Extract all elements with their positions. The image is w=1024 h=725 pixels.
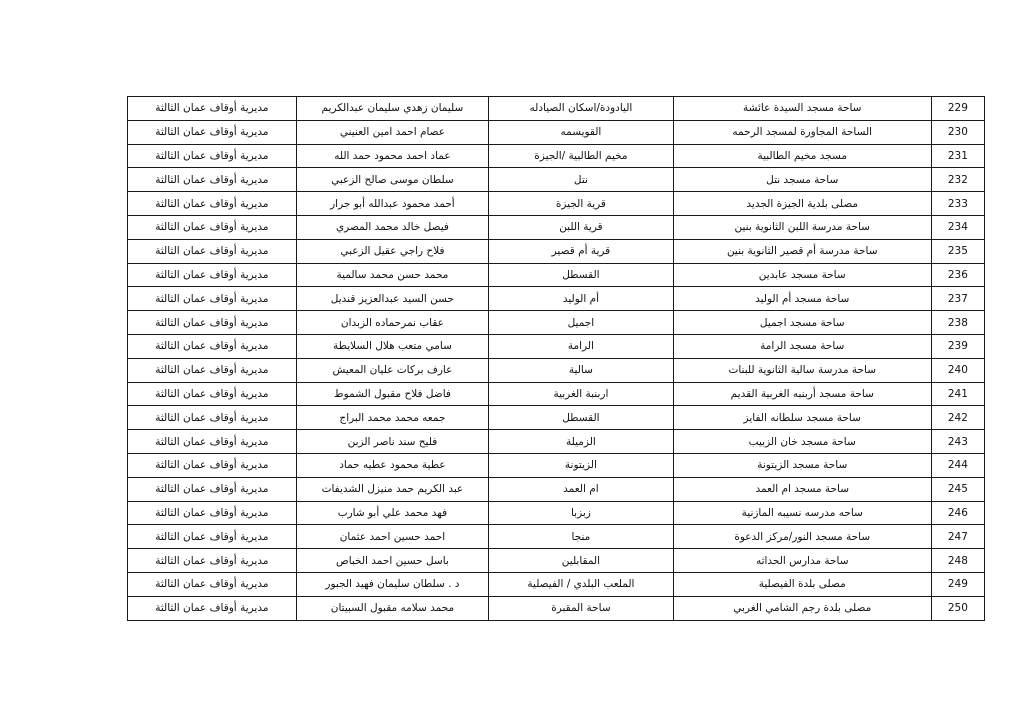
prayer-place-cell: ساحة مسجد الرامة (673, 334, 931, 358)
directorate-cell: مديرية أوقاف عمان الثالثة (128, 239, 297, 263)
table-row (128, 168, 985, 192)
area-cell: نتل (489, 168, 674, 192)
responsible-person-cell: فلاح راجي عقيل الزعبي (296, 239, 488, 263)
prayer-place-cell: ساحة مسجد سلطانه الفايز (673, 406, 931, 430)
responsible-person-cell: عقاب نمرحماده الزبدان (296, 311, 488, 335)
responsible-person-cell: حسن السيد عبدالعزيز قنديل (296, 287, 488, 311)
prayer-place-cell: مصلى بلدية الجيزة الجديد (673, 192, 931, 216)
prayer-place-cell: ساحة مسجد النور/مركز الدعوة (673, 525, 931, 549)
directorate-cell: مديرية أوقاف عمان الثالثة (128, 382, 297, 406)
prayer-place-cell: ساحة مدرسة اللبن الثانوية بنين (673, 215, 931, 239)
area-cell: الزميلة (489, 430, 674, 454)
table-row (128, 263, 985, 287)
directorate-cell: مديرية أوقاف عمان الثالثة (128, 287, 297, 311)
prayer-place-cell: مصلى بلدة الفيصلية (673, 572, 931, 596)
responsible-person-cell: عارف بركات عليان المعيش (296, 358, 488, 382)
directorate-cell: مديرية أوقاف عمان الثالثة (128, 525, 297, 549)
row-number-cell: 246 (931, 501, 984, 525)
responsible-person-cell: أحمد محمود عبدالله أبو جرار (296, 192, 488, 216)
area-cell: القسطل (489, 263, 674, 287)
prayer-place-cell: ساحة مسجد الزيتونة (673, 453, 931, 477)
row-number-cell: 241 (931, 382, 984, 406)
responsible-person-cell: عطية محمود عطيه حماد (296, 453, 488, 477)
directorate-cell: مديرية أوقاف عمان الثالثة (128, 144, 297, 168)
eid-prayer-locations-table (127, 96, 985, 621)
directorate-cell: مديرية أوقاف عمان الثالثة (128, 572, 297, 596)
row-number-cell: 240 (931, 358, 984, 382)
area-cell: المقابلين (489, 549, 674, 573)
row-number-cell: 247 (931, 525, 984, 549)
area-cell: اجميل (489, 311, 674, 335)
prayer-place-cell: ساحة مسجد عابدين (673, 263, 931, 287)
directorate-cell: مديرية أوقاف عمان الثالثة (128, 311, 297, 335)
directorate-cell: مديرية أوقاف عمان الثالثة (128, 358, 297, 382)
prayer-place-cell: ساحة مسجد اجميل (673, 311, 931, 335)
table-row (128, 430, 985, 454)
row-number-cell: 242 (931, 406, 984, 430)
table-row (128, 287, 985, 311)
table-row (128, 406, 985, 430)
responsible-person-cell: عبد الكريم حمد منيزل الشديفات (296, 477, 488, 501)
area-cell: سالية (489, 358, 674, 382)
area-cell: قرية أم قصير (489, 239, 674, 263)
responsible-person-cell: باسل حسين احمد الخباص (296, 549, 488, 573)
row-number-cell: 230 (931, 120, 984, 144)
prayer-place-cell: ساحة مسجد أم الوليد (673, 287, 931, 311)
prayer-place-cell: مصلى بلدة رجم الشامي الغربي (673, 596, 931, 620)
row-number-cell: 244 (931, 453, 984, 477)
directorate-cell: مديرية أوقاف عمان الثالثة (128, 549, 297, 573)
directorate-cell: مديرية أوقاف عمان الثالثة (128, 334, 297, 358)
row-number-cell: 238 (931, 311, 984, 335)
row-number-cell: 250 (931, 596, 984, 620)
directorate-cell: مديرية أوقاف عمان الثالثة (128, 453, 297, 477)
row-number-cell: 234 (931, 215, 984, 239)
responsible-person-cell: فليح سند ناصر الزبن (296, 430, 488, 454)
table-row (128, 358, 985, 382)
area-cell: ساحة المقبرة (489, 596, 674, 620)
directorate-cell: مديرية أوقاف عمان الثالثة (128, 120, 297, 144)
responsible-person-cell: محمد حسن محمد سالمية (296, 263, 488, 287)
directorate-cell: مديرية أوقاف عمان الثالثة (128, 192, 297, 216)
table-row (128, 382, 985, 406)
directorate-cell: مديرية أوقاف عمان الثالثة (128, 97, 297, 121)
table-row (128, 453, 985, 477)
area-cell: زبزبا (489, 501, 674, 525)
row-number-cell: 233 (931, 192, 984, 216)
table-row (128, 311, 985, 335)
table-row (128, 239, 985, 263)
responsible-person-cell: عصام احمد امين العنيني (296, 120, 488, 144)
row-number-cell: 248 (931, 549, 984, 573)
table-row (128, 572, 985, 596)
row-number-cell: 229 (931, 97, 984, 121)
directorate-cell: مديرية أوقاف عمان الثالثة (128, 477, 297, 501)
area-cell: اربنبة الغربية (489, 382, 674, 406)
table-row (128, 215, 985, 239)
directorate-cell: مديرية أوقاف عمان الثالثة (128, 430, 297, 454)
area-cell: اليادودة/اسكان الصيادله (489, 97, 674, 121)
area-cell: ام العمد (489, 477, 674, 501)
responsible-person-cell: جمعه محمد محمد البراج (296, 406, 488, 430)
area-cell: القسطل (489, 406, 674, 430)
table-row (128, 525, 985, 549)
responsible-person-cell: سامي متعب هلال السلايطة (296, 334, 488, 358)
row-number-cell: 245 (931, 477, 984, 501)
directorate-cell: مديرية أوقاف عمان الثالثة (128, 215, 297, 239)
table-row (128, 192, 985, 216)
prayer-place-cell: ساحة مسجد نتل (673, 168, 931, 192)
prayer-place-cell: ساحة مدارس الحداثه (673, 549, 931, 573)
area-cell: القويسمه (489, 120, 674, 144)
area-cell: قرية الجيزة (489, 192, 674, 216)
responsible-person-cell: سلطان موسى صالح الزعبي (296, 168, 488, 192)
table-row (128, 477, 985, 501)
prayer-place-cell: ساحة مدرسة أم قصير الثانوية بنين (673, 239, 931, 263)
row-number-cell: 249 (931, 572, 984, 596)
row-number-cell: 243 (931, 430, 984, 454)
prayer-place-cell: ساحة مسجد خان الزبيب (673, 430, 931, 454)
area-cell: منجا (489, 525, 674, 549)
table-row (128, 596, 985, 620)
area-cell: الملعب البلدي / الفيصلية (489, 572, 674, 596)
table-row (128, 97, 985, 121)
responsible-person-cell: عماد احمد محمود حمد الله (296, 144, 488, 168)
area-cell: مخيم الطالبية /الجيزة (489, 144, 674, 168)
responsible-person-cell: محمد سلامه مقبول السبيتان (296, 596, 488, 620)
area-cell: الزيتونة (489, 453, 674, 477)
directorate-cell: مديرية أوقاف عمان الثالثة (128, 168, 297, 192)
table-row (128, 144, 985, 168)
table-row (128, 334, 985, 358)
area-cell: قرية اللبن (489, 215, 674, 239)
row-number-cell: 237 (931, 287, 984, 311)
directorate-cell: مديرية أوقاف عمان الثالثة (128, 596, 297, 620)
responsible-person-cell: احمد حسين احمد عثمان (296, 525, 488, 549)
prayer-place-cell: ساحه مدرسه نسيبه المازنية (673, 501, 931, 525)
prayer-place-cell: مسجد مخيم الطالبية (673, 144, 931, 168)
area-cell: أم الوليد (489, 287, 674, 311)
table-body (128, 97, 985, 621)
table-row (128, 120, 985, 144)
prayer-place-cell: ساحة مسجد أربنبه الغربية القديم (673, 382, 931, 406)
directorate-cell: مديرية أوقاف عمان الثالثة (128, 501, 297, 525)
prayer-place-cell: ساحة مدرسة سالية الثانوية للبنات (673, 358, 931, 382)
directorate-cell: مديرية أوقاف عمان الثالثة (128, 406, 297, 430)
row-number-cell: 232 (931, 168, 984, 192)
responsible-person-cell: سليمان زهدي سليمان عبدالكريم (296, 97, 488, 121)
row-number-cell: 235 (931, 239, 984, 263)
prayer-place-cell: ساحة مسجد ام العمد (673, 477, 931, 501)
row-number-cell: 231 (931, 144, 984, 168)
responsible-person-cell: فاضل فلاح مقبول الشموط (296, 382, 488, 406)
prayer-place-cell: الساحة المجاورة لمسجد الرحمه (673, 120, 931, 144)
table-row (128, 501, 985, 525)
responsible-person-cell: فهد محمد علي أبو شارب (296, 501, 488, 525)
table-row (128, 549, 985, 573)
row-number-cell: 236 (931, 263, 984, 287)
row-number-cell: 239 (931, 334, 984, 358)
responsible-person-cell: فيصل خالد محمد المصري (296, 215, 488, 239)
prayer-place-cell: ساحة مسجد السيدة عائشة (673, 97, 931, 121)
directorate-cell: مديرية أوقاف عمان الثالثة (128, 263, 297, 287)
responsible-person-cell: د . سلطان سليمان فهيد الجبور (296, 572, 488, 596)
area-cell: الرامة (489, 334, 674, 358)
